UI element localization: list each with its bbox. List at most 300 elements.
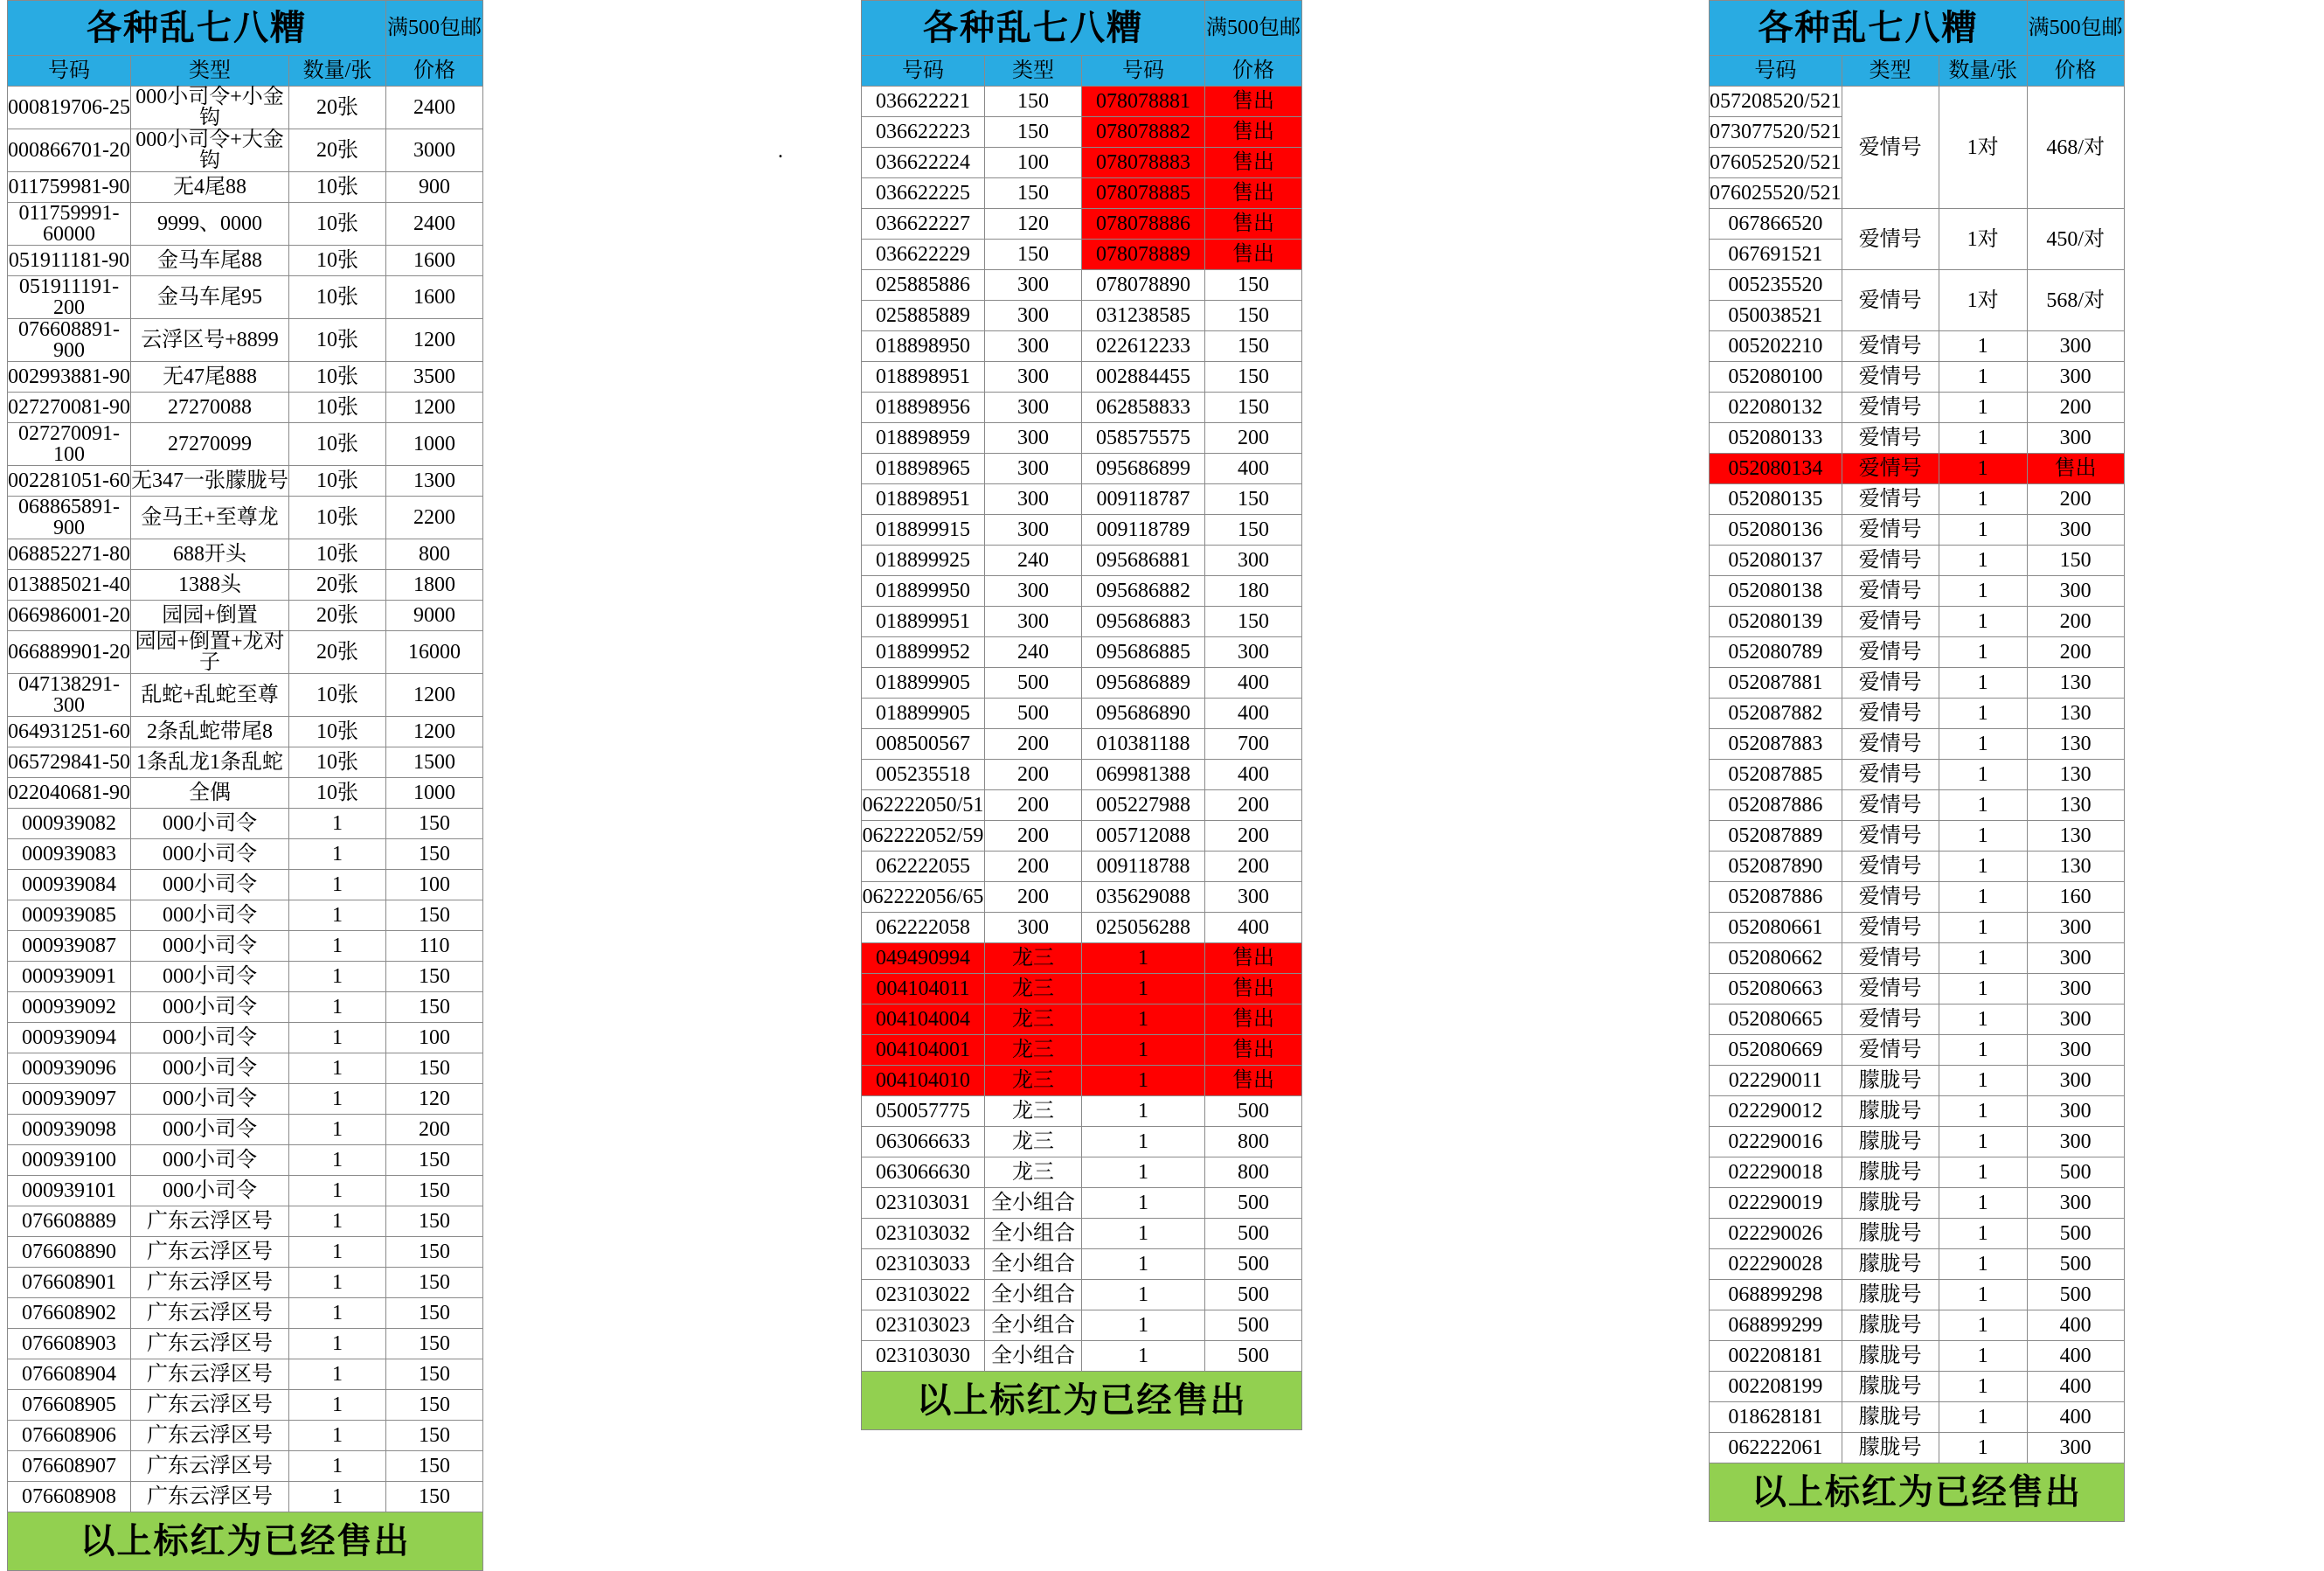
- cell-type: 000小司令: [131, 992, 289, 1023]
- cell-number: 076608902: [8, 1298, 131, 1329]
- cell-type: 000小司令+小金钩: [131, 87, 289, 129]
- cell-qty: 1: [289, 962, 386, 992]
- cell-qty: 10张: [289, 717, 386, 747]
- cell-price: 1500: [386, 747, 483, 778]
- cell-number-a: 018899952: [862, 637, 985, 668]
- panel-title-2: 各种乱七八糟: [862, 1, 1205, 56]
- cell-qty: 1: [1939, 1188, 2027, 1219]
- cell-number-b: 025056288: [1082, 913, 1205, 943]
- cell-qty: 1: [1939, 1280, 2027, 1310]
- cell-number: 068865891-900: [8, 497, 131, 539]
- cell-qty: 10张: [289, 362, 386, 393]
- cell-price: 400: [2027, 1402, 2124, 1433]
- cell-type: 150: [985, 240, 1082, 270]
- cell-type: 000小司令+大金钩: [131, 129, 289, 172]
- cell-type: 云浮区号+8899: [131, 319, 289, 362]
- cell-type: 200: [985, 852, 1082, 882]
- table-body-2: [862, 87, 1302, 1372]
- cell-price: 1200: [386, 393, 483, 423]
- cell-price: 150: [386, 1237, 483, 1268]
- cell-type: 240: [985, 546, 1082, 576]
- cell-price: 400: [1205, 913, 1302, 943]
- table-row: [862, 1066, 1302, 1096]
- cell-number: 076608891-900: [8, 319, 131, 362]
- cell-number-b: 095686889: [1082, 668, 1205, 699]
- cell-qty: 1: [1939, 393, 2027, 423]
- cell-type: 龙三: [985, 1127, 1082, 1157]
- cell-price: 150: [386, 1053, 483, 1084]
- cell-number-a: 036622221: [862, 87, 985, 117]
- cell-type: 龙三: [985, 1004, 1082, 1035]
- col-header-type: 类型: [985, 56, 1082, 87]
- table-row: [8, 1084, 483, 1115]
- cell-number-a: 023103032: [862, 1219, 985, 1249]
- cell-qty: 1: [289, 1115, 386, 1145]
- cell-qty: 10张: [289, 276, 386, 319]
- cell-price: 200: [1205, 821, 1302, 852]
- cell-price: 800: [386, 539, 483, 570]
- cell-price: 800: [1205, 1157, 1302, 1188]
- cell-price: 300: [2027, 1127, 2124, 1157]
- table-row: [1710, 729, 2125, 760]
- cell-type: 300: [985, 576, 1082, 607]
- cell-type: 300: [985, 913, 1082, 943]
- cell-number-a: 004104001: [862, 1035, 985, 1066]
- cell-price: 200: [2027, 484, 2124, 515]
- cell-number: 002208199: [1710, 1372, 1842, 1402]
- footer-row-1: [8, 1512, 483, 1571]
- cell-qty: 1对: [1939, 209, 2027, 270]
- table-row: [1710, 576, 2125, 607]
- table-row: [1710, 209, 2125, 240]
- cell-qty: 1: [289, 1206, 386, 1237]
- table-row: [862, 668, 1302, 699]
- cell-price: 1300: [386, 466, 483, 497]
- table-row: [1710, 515, 2125, 546]
- cell-number-a: 004104011: [862, 974, 985, 1004]
- cell-price: 200: [2027, 607, 2124, 637]
- cell-number-a: 023103022: [862, 1280, 985, 1310]
- table-row: [862, 148, 1302, 178]
- cell-price: 1600: [386, 276, 483, 319]
- cell-type: 000小司令: [131, 1084, 289, 1115]
- cell-number: 022080132: [1710, 393, 1842, 423]
- cell-qty: 1: [289, 1053, 386, 1084]
- table-row: [1710, 393, 2125, 423]
- footer-row-2: [862, 1372, 1302, 1430]
- cell-type: 000小司令: [131, 1053, 289, 1084]
- table-row: [862, 546, 1302, 576]
- table-row: [862, 1188, 1302, 1219]
- table-row: [862, 454, 1302, 484]
- cell-number: 052080138: [1710, 576, 1842, 607]
- table-row: [862, 1035, 1302, 1066]
- cell-qty: 20张: [289, 129, 386, 172]
- cell-qty: 1: [289, 1023, 386, 1053]
- cell-number: 022040681-90: [8, 778, 131, 809]
- cell-price: 1600: [386, 246, 483, 276]
- cell-price: 500: [2027, 1280, 2124, 1310]
- cell-number: 057208520/521: [1710, 87, 1842, 117]
- cell-price: 200: [386, 1115, 483, 1145]
- cell-price: 300: [2027, 974, 2124, 1004]
- cell-type: 广东云浮区号: [131, 1237, 289, 1268]
- cell-price: 150: [1205, 301, 1302, 331]
- cell-number: 066986001-20: [8, 601, 131, 631]
- table-row: [8, 1451, 483, 1482]
- cell-number-a: 025885889: [862, 301, 985, 331]
- cell-number-a: 004104010: [862, 1066, 985, 1096]
- cell-number-b: 031238585: [1082, 301, 1205, 331]
- cell-qty: 1: [1939, 1096, 2027, 1127]
- cell-price: 售出: [1205, 943, 1302, 974]
- table-row: [1710, 1035, 2125, 1066]
- cell-price: 售出: [1205, 148, 1302, 178]
- col-header-type: 类型: [131, 56, 289, 87]
- cell-number: 000866701-20: [8, 129, 131, 172]
- cell-type: 爱情号: [1842, 607, 1939, 637]
- cell-type: 300: [985, 423, 1082, 454]
- cell-number-a: 025885886: [862, 270, 985, 301]
- cell-type: 300: [985, 270, 1082, 301]
- cell-qty: 1: [289, 1451, 386, 1482]
- table-row: [862, 576, 1302, 607]
- cell-price: 500: [2027, 1157, 2124, 1188]
- cell-price: 700: [1205, 729, 1302, 760]
- cell-type: 园园+倒置: [131, 601, 289, 631]
- cell-price: 售出: [1205, 1035, 1302, 1066]
- cell-number: 022290026: [1710, 1219, 1842, 1249]
- cell-type: 金马车尾95: [131, 276, 289, 319]
- cell-type: 朦胧号: [1842, 1219, 1939, 1249]
- cell-number: 052080789: [1710, 637, 1842, 668]
- sold-note-3: 以上标红为已经售出: [1710, 1463, 2125, 1522]
- cell-price: 150: [386, 1329, 483, 1359]
- cell-number: 052087890: [1710, 852, 1842, 882]
- cell-price: 150: [1205, 515, 1302, 546]
- cell-type: 爱情号: [1842, 913, 1939, 943]
- cell-number: 052087881: [1710, 668, 1842, 699]
- cell-qty: 10张: [289, 246, 386, 276]
- cell-qty: 10张: [289, 172, 386, 203]
- table-row: [8, 778, 483, 809]
- cell-type: 朦胧号: [1842, 1341, 1939, 1372]
- cell-number-a: 023103023: [862, 1310, 985, 1341]
- cell-price: 售出: [2027, 454, 2124, 484]
- table-row: [8, 1023, 483, 1053]
- cell-number-a: 062222052/59: [862, 821, 985, 852]
- cell-type: 200: [985, 882, 1082, 913]
- cell-number-a: 008500567: [862, 729, 985, 760]
- table-row: [8, 1053, 483, 1084]
- cell-price: 500: [1205, 1096, 1302, 1127]
- table-row: [8, 1482, 483, 1512]
- cell-qty: 20张: [289, 601, 386, 631]
- cell-qty: 1: [1939, 1035, 2027, 1066]
- table-row: [1710, 546, 2125, 576]
- cell-type: 朦胧号: [1842, 1066, 1939, 1096]
- cell-price: 售出: [1205, 209, 1302, 240]
- cell-number-a: 023103031: [862, 1188, 985, 1219]
- cell-type: 500: [985, 668, 1082, 699]
- cell-price: 300: [2027, 1096, 2124, 1127]
- cell-type: 爱情号: [1842, 852, 1939, 882]
- cell-price: 160: [2027, 882, 2124, 913]
- table-row: [8, 1115, 483, 1145]
- table-row: [1710, 668, 2125, 699]
- cell-number: 052080136: [1710, 515, 1842, 546]
- cell-number: 000939100: [8, 1145, 131, 1176]
- cell-type: 朦胧号: [1842, 1310, 1939, 1341]
- cell-type: 爱情号: [1842, 331, 1939, 362]
- cell-number: 052080662: [1710, 943, 1842, 974]
- cell-number-b: 1: [1082, 1280, 1205, 1310]
- cell-qty: 10张: [289, 747, 386, 778]
- cell-number: 065729841-50: [8, 747, 131, 778]
- cell-price: 800: [1205, 1127, 1302, 1157]
- cell-type: 全小组合: [985, 1341, 1082, 1372]
- cell-type: 1388头: [131, 570, 289, 601]
- cell-qty: 1: [1939, 637, 2027, 668]
- table-row: [8, 172, 483, 203]
- cell-price: 1200: [386, 717, 483, 747]
- cell-price: 150: [1205, 362, 1302, 393]
- panel-title-3: 各种乱七八糟: [1710, 1, 2028, 56]
- cell-number-b: 1: [1082, 1096, 1205, 1127]
- cell-number-b: 078078889: [1082, 240, 1205, 270]
- cell-type: 爱情号: [1842, 87, 1939, 209]
- cell-type: 300: [985, 454, 1082, 484]
- cell-number: 052087885: [1710, 760, 1842, 790]
- cell-number: 052080134: [1710, 454, 1842, 484]
- cell-price: 400: [2027, 1372, 2124, 1402]
- table-row: [1710, 331, 2125, 362]
- table-row: [862, 331, 1302, 362]
- cell-price: 300: [2027, 1433, 2124, 1463]
- cell-qty: 1: [1939, 974, 2027, 1004]
- table-row: [8, 129, 483, 172]
- cell-type: 300: [985, 393, 1082, 423]
- cell-type: 爱情号: [1842, 699, 1939, 729]
- cell-type: 全小组合: [985, 1280, 1082, 1310]
- cell-number-a: 062222055: [862, 852, 985, 882]
- cell-number-b: 005712088: [1082, 821, 1205, 852]
- cell-type: 爱情号: [1842, 423, 1939, 454]
- cell-qty: 1: [289, 1268, 386, 1298]
- cell-number-b: 1: [1082, 1188, 1205, 1219]
- cell-type: 广东云浮区号: [131, 1451, 289, 1482]
- cell-price: 150: [1205, 393, 1302, 423]
- cell-number: 068899298: [1710, 1280, 1842, 1310]
- cell-type: 9999、0000: [131, 203, 289, 246]
- cell-number: 052087889: [1710, 821, 1842, 852]
- cell-price: 400: [2027, 1310, 2124, 1341]
- cell-qty: 1: [289, 870, 386, 900]
- cell-qty: 1: [1939, 882, 2027, 913]
- cell-price: 3500: [386, 362, 483, 393]
- cell-number-a: 018899905: [862, 699, 985, 729]
- cell-type: 龙三: [985, 1035, 1082, 1066]
- table-row: [8, 423, 483, 466]
- shipping-note-3: 满500包邮: [2027, 1, 2124, 56]
- cell-qty: 1: [289, 1145, 386, 1176]
- cell-qty: 10张: [289, 203, 386, 246]
- cell-number-a: 063066630: [862, 1157, 985, 1188]
- cell-price: 400: [1205, 668, 1302, 699]
- cell-price: 300: [2027, 576, 2124, 607]
- cell-number: 022290018: [1710, 1157, 1842, 1188]
- cell-qty: 1: [1939, 790, 2027, 821]
- cell-type: 240: [985, 637, 1082, 668]
- table-row: [8, 1145, 483, 1176]
- cell-price: 300: [1205, 882, 1302, 913]
- cell-price: 售出: [1205, 240, 1302, 270]
- cell-price: 130: [2027, 821, 2124, 852]
- cell-type: 150: [985, 87, 1082, 117]
- cell-qty: 1: [1939, 1066, 2027, 1096]
- table-row: [862, 1341, 1302, 1372]
- table-row: [8, 747, 483, 778]
- cell-number: 000939083: [8, 839, 131, 870]
- cell-price: 300: [2027, 1066, 2124, 1096]
- cell-number-a: 036622225: [862, 178, 985, 209]
- stray-dot: .: [778, 140, 783, 163]
- cell-number: 022290019: [1710, 1188, 1842, 1219]
- cell-number: 073077520/521: [1710, 117, 1842, 148]
- cell-price: 16000: [386, 631, 483, 674]
- cell-number: 000939092: [8, 992, 131, 1023]
- cell-price: 400: [1205, 760, 1302, 790]
- cell-type: 朦胧号: [1842, 1402, 1939, 1433]
- cell-price: 500: [1205, 1341, 1302, 1372]
- cell-qty: 1: [289, 931, 386, 962]
- cell-type: 全小组合: [985, 1219, 1082, 1249]
- cell-qty: 1: [289, 1390, 386, 1421]
- cell-price: 2200: [386, 497, 483, 539]
- cell-price: 150: [1205, 270, 1302, 301]
- cell-qty: 1对: [1939, 270, 2027, 331]
- table-row: [1710, 913, 2125, 943]
- cell-number-a: 018899951: [862, 607, 985, 637]
- table-row: [8, 1206, 483, 1237]
- table-row: [862, 1280, 1302, 1310]
- cell-price: 300: [2027, 1004, 2124, 1035]
- cell-qty: 10张: [289, 497, 386, 539]
- cell-price: 200: [2027, 393, 2124, 423]
- cell-price: 150: [386, 839, 483, 870]
- cell-number-b: 009118789: [1082, 515, 1205, 546]
- table-row: [8, 276, 483, 319]
- cell-qty: 1: [289, 839, 386, 870]
- cell-price: 150: [386, 1482, 483, 1512]
- cell-type: 000小司令: [131, 962, 289, 992]
- table-row: [862, 790, 1302, 821]
- cell-price: 150: [386, 809, 483, 839]
- table-row: [8, 962, 483, 992]
- cell-number: 052087883: [1710, 729, 1842, 760]
- cell-number-a: 018899950: [862, 576, 985, 607]
- cell-type: 爱情号: [1842, 637, 1939, 668]
- cell-qty: 1: [1939, 1127, 2027, 1157]
- table-row: [1710, 484, 2125, 515]
- cell-type: 000小司令: [131, 931, 289, 962]
- cell-qty: 10张: [289, 423, 386, 466]
- cell-number-a: 049490994: [862, 943, 985, 974]
- table-row: [862, 117, 1302, 148]
- cell-number-a: 036622229: [862, 240, 985, 270]
- cell-qty: 20张: [289, 570, 386, 601]
- cell-price: 500: [1205, 1249, 1302, 1280]
- cell-type: 朦胧号: [1842, 1157, 1939, 1188]
- table-row: [8, 631, 483, 674]
- cell-qty: 1: [1939, 1310, 2027, 1341]
- cell-qty: 1: [289, 1298, 386, 1329]
- cell-number-b: 1: [1082, 1066, 1205, 1096]
- cell-price: 9000: [386, 601, 483, 631]
- cell-type: 爱情号: [1842, 668, 1939, 699]
- cell-price: 售出: [1205, 117, 1302, 148]
- price-table-2: [861, 0, 1302, 1430]
- cell-number-b: 1: [1082, 1157, 1205, 1188]
- cell-number: 076608903: [8, 1329, 131, 1359]
- cell-price: 400: [1205, 699, 1302, 729]
- cell-price: 2400: [386, 87, 483, 129]
- table-row: [862, 301, 1302, 331]
- cell-price: 200: [1205, 852, 1302, 882]
- cell-number: 002993881-90: [8, 362, 131, 393]
- cell-price: 400: [1205, 454, 1302, 484]
- cell-price: 售出: [1205, 1066, 1302, 1096]
- cell-qty: 1: [289, 1482, 386, 1512]
- table-row: [1710, 1188, 2125, 1219]
- cell-price: 568/对: [2027, 270, 2124, 331]
- sold-note-2: 以上标红为已经售出: [862, 1372, 1302, 1430]
- table-row: [8, 246, 483, 276]
- table-row: [1710, 699, 2125, 729]
- cell-type: 27270088: [131, 393, 289, 423]
- cell-qty: 10张: [289, 393, 386, 423]
- cell-type: 龙三: [985, 1096, 1082, 1127]
- table-row: [8, 1421, 483, 1451]
- cell-number-b: 095686883: [1082, 607, 1205, 637]
- cell-number-a: 023103033: [862, 1249, 985, 1280]
- table-row: [862, 393, 1302, 423]
- cell-price: 150: [1205, 484, 1302, 515]
- cell-number-a: 050057775: [862, 1096, 985, 1127]
- cell-qty: 1: [289, 809, 386, 839]
- table-row: [1710, 1433, 2125, 1463]
- cell-type: 全小组合: [985, 1310, 1082, 1341]
- table-row: [862, 729, 1302, 760]
- table-row: [1710, 87, 2125, 117]
- table-row: [8, 497, 483, 539]
- cell-number: 052080133: [1710, 423, 1842, 454]
- cell-number-b: 1: [1082, 1219, 1205, 1249]
- panel-title-1: 各种乱七八糟: [8, 1, 386, 56]
- cell-number-b: 058575575: [1082, 423, 1205, 454]
- table-row: [862, 882, 1302, 913]
- cell-qty: 1: [1939, 1004, 2027, 1035]
- cell-number: 000939087: [8, 931, 131, 962]
- cell-price: 1200: [386, 674, 483, 717]
- col-header-price: 价格: [2027, 56, 2124, 87]
- cell-number: 000939085: [8, 900, 131, 931]
- cell-type: 爱情号: [1842, 515, 1939, 546]
- table-row: [862, 1096, 1302, 1127]
- cell-number: 022290012: [1710, 1096, 1842, 1127]
- table-row: [1710, 454, 2125, 484]
- cell-number: 005235520: [1710, 270, 1842, 301]
